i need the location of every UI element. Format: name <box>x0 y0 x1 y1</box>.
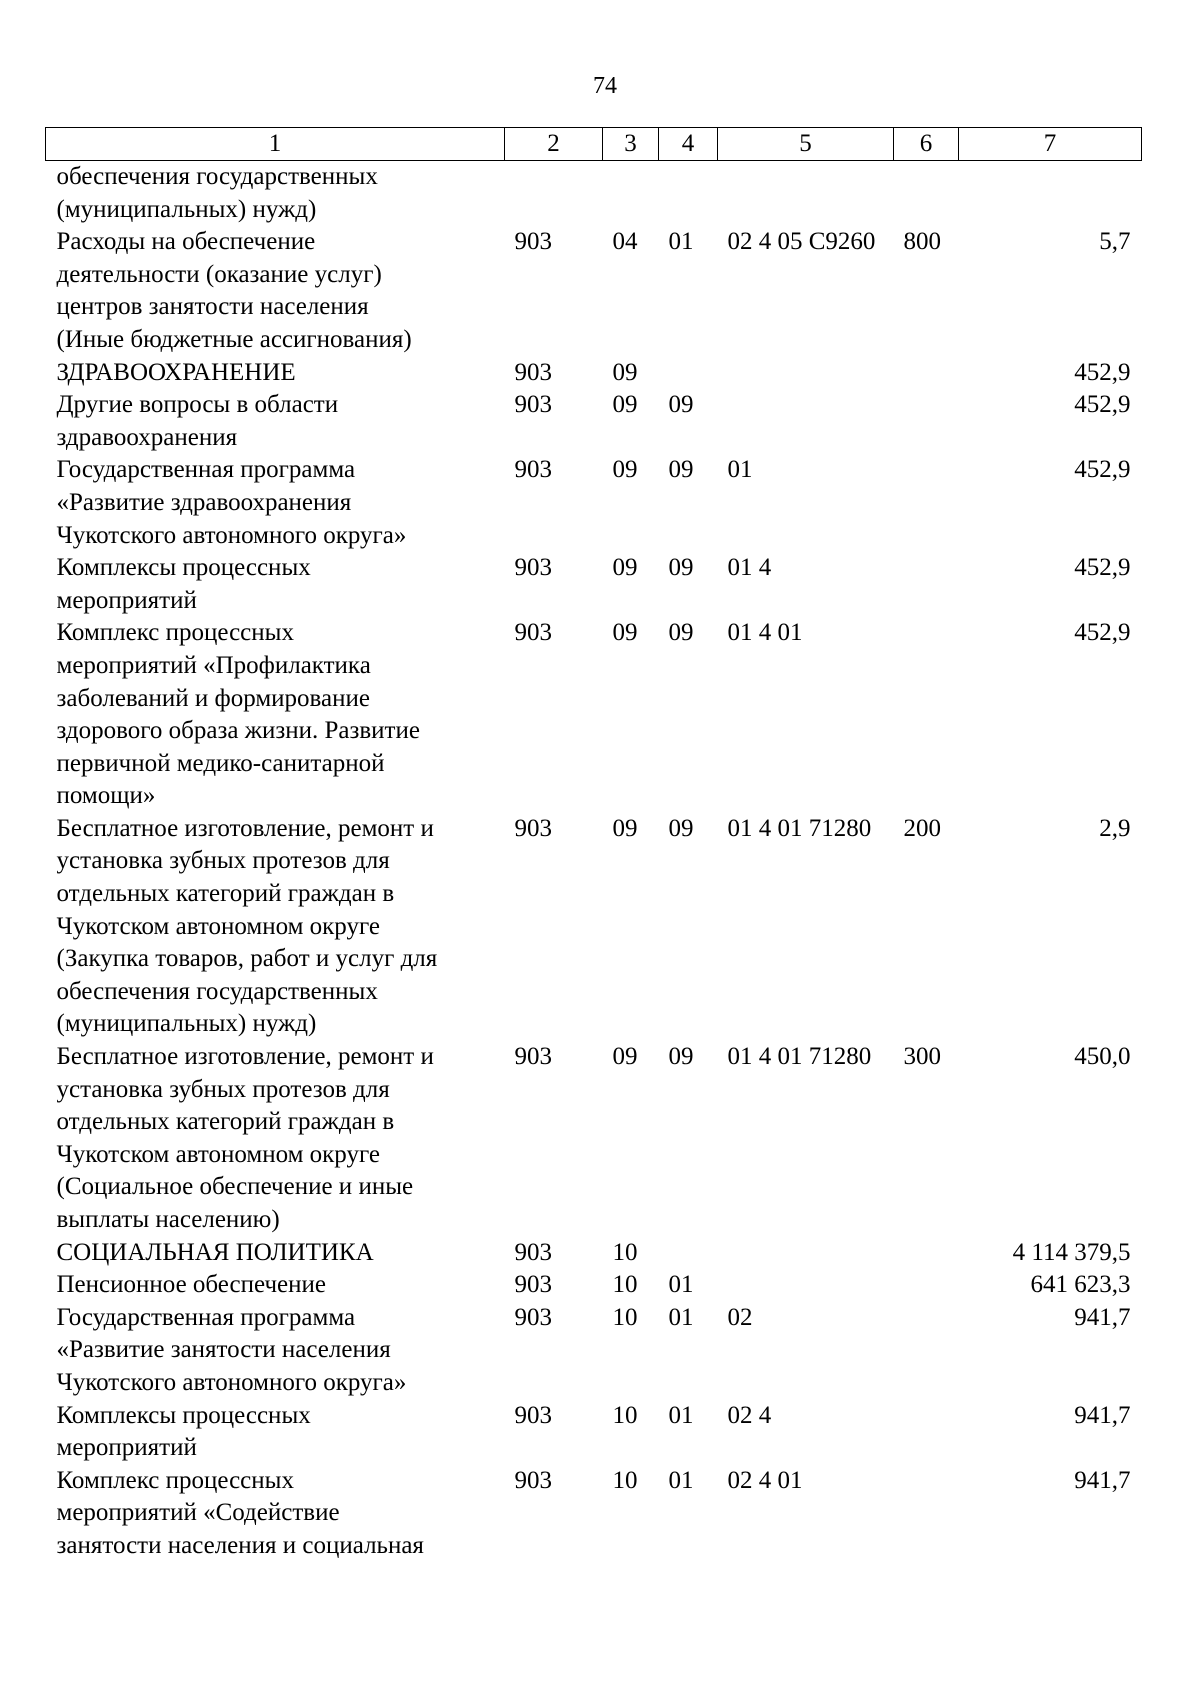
col-4-cell: 09 <box>668 554 694 582</box>
col-5-cell: 01 4 01 <box>727 619 803 647</box>
col-2-cell: 903 <box>514 554 552 582</box>
col-3-cell: 09 <box>612 391 638 419</box>
budget-table <box>45 127 1142 1563</box>
table-row <box>46 617 1142 813</box>
page-number: 74 <box>593 73 617 99</box>
table-row <box>46 1269 1142 1302</box>
row-name-line: обеспечения государственных <box>56 977 378 1005</box>
row-name-line: центров занятости населения <box>56 293 369 321</box>
col-7-cell: 941,7 <box>1074 1303 1131 1331</box>
col-4-cell <box>659 357 718 390</box>
row-name-line: Государственная программа <box>56 1303 356 1331</box>
row-name-line: Комплекс процессных <box>56 619 294 647</box>
row-name-cell <box>46 1465 505 1563</box>
row-name-line: (Иные бюджетные ассигнования) <box>56 325 412 353</box>
row-name-line: Чукотского автономного округа» <box>56 521 407 549</box>
col-5-cell <box>718 1237 894 1270</box>
row-name-line: (муниципальных) нужд) <box>56 195 317 223</box>
header-row <box>46 128 1142 161</box>
col-4-cell: 09 <box>668 456 694 484</box>
row-name-line: Другие вопросы в области <box>56 391 339 419</box>
row-name-line: здорового образа жизни. Развитие <box>56 717 420 745</box>
row-name-line: Чукотском автономном округе <box>56 1140 380 1168</box>
table-row <box>46 1465 1142 1563</box>
table-row <box>46 161 1142 227</box>
row-name-line: установка зубных протезов для <box>56 1075 390 1103</box>
col-5-cell: 01 4 01 71280 <box>727 814 872 842</box>
table-row <box>46 1041 1142 1237</box>
row-name-line: «Развитие занятости населения <box>56 1336 391 1364</box>
col-7-cell: 2,9 <box>1099 814 1131 842</box>
col-3-cell: 10 <box>612 1238 638 1266</box>
table-row <box>46 357 1142 390</box>
col-2-cell: 903 <box>514 391 552 419</box>
col-4-cell: 09 <box>668 814 694 842</box>
col-3-cell: 10 <box>612 1466 638 1494</box>
col-6-cell <box>894 454 959 552</box>
col-2-cell: 903 <box>514 456 552 484</box>
col-4-cell: 09 <box>668 1043 694 1071</box>
col-2-cell: 903 <box>514 1043 552 1071</box>
col-2-cell: 903 <box>514 1238 552 1266</box>
row-name-cell <box>46 552 505 617</box>
col-3-cell: 09 <box>612 1043 638 1071</box>
col-5-cell: 02 4 05 С9260 <box>727 228 876 256</box>
col-2-cell: 903 <box>514 619 552 647</box>
row-name-line: Комплексы процессных <box>56 554 311 582</box>
col-4-cell: 09 <box>668 619 694 647</box>
col-3-cell: 04 <box>612 228 638 256</box>
table-row <box>46 1237 1142 1270</box>
col-5-cell: 01 <box>727 456 753 484</box>
col-6-cell <box>894 1400 959 1465</box>
row-name-line: Пенсионное обеспечение <box>56 1271 326 1299</box>
col-3-cell: 10 <box>612 1401 638 1429</box>
row-name-line: Комплексы процессных <box>56 1401 311 1429</box>
col-4-cell: 01 <box>668 1271 694 1299</box>
row-name-cell <box>46 357 505 390</box>
row-name-line: СОЦИАЛЬНАЯ ПОЛИТИКА <box>56 1238 374 1266</box>
table-header <box>46 128 1142 161</box>
row-name-cell <box>46 813 505 1041</box>
row-name-cell <box>46 1041 505 1237</box>
table-row <box>46 1400 1142 1465</box>
row-name-line: деятельности (оказание услуг) <box>56 260 382 288</box>
col-4-cell: 01 <box>668 1303 694 1331</box>
table-body <box>46 161 1142 1563</box>
row-name-line: (Закупка товаров, работ и услуг для <box>56 945 438 973</box>
col-3-cell: 09 <box>612 619 638 647</box>
row-name-line: мероприятий <box>56 1434 197 1462</box>
column-header-6: 6 <box>894 128 959 161</box>
col-2-cell: 903 <box>514 1271 552 1299</box>
row-name-line: Расходы на обеспечение <box>56 228 316 256</box>
col-4-cell: 09 <box>668 391 694 419</box>
col-6-cell <box>894 1237 959 1270</box>
row-name-line: (Социальное обеспечение и иные <box>56 1173 414 1201</box>
col-7-cell: 452,9 <box>1074 391 1131 419</box>
row-name-line: Чукотского автономного округа» <box>56 1368 407 1396</box>
col-6-cell <box>894 552 959 617</box>
col-2-cell: 903 <box>514 228 552 256</box>
row-name-line: первичной медико-санитарной <box>56 749 385 777</box>
row-name-cell <box>46 1269 505 1302</box>
col-6-cell <box>894 1465 959 1563</box>
col-5-cell <box>718 389 894 454</box>
col-6-cell <box>894 1269 959 1302</box>
row-name-line: отдельных категорий граждан в <box>56 1108 395 1136</box>
col-7-cell: 450,0 <box>1074 1043 1131 1071</box>
col-7-cell: 941,7 <box>1074 1401 1131 1429</box>
row-name-line: занятости населения и социальная <box>56 1531 424 1559</box>
col-2-cell: 903 <box>514 1303 552 1331</box>
row-name-line: заболеваний и формирование <box>56 684 370 712</box>
col-3-cell: 09 <box>612 358 638 386</box>
col-5-cell: 01 4 01 71280 <box>727 1043 872 1071</box>
col-2-cell: 903 <box>514 1466 552 1494</box>
col-3-cell <box>603 161 659 227</box>
col-6-cell: 800 <box>903 228 941 256</box>
row-name-cell <box>46 161 505 227</box>
col-5-cell <box>718 161 894 227</box>
row-name-line: мероприятий «Профилактика <box>56 651 371 679</box>
col-3-cell: 10 <box>612 1271 638 1299</box>
col-7-cell: 941,7 <box>1074 1466 1131 1494</box>
col-4-cell: 01 <box>668 1401 694 1429</box>
row-name-line: Бесплатное изготовление, ремонт и <box>56 1043 434 1071</box>
row-name-cell <box>46 1400 505 1465</box>
col-7-cell <box>959 161 1142 227</box>
column-header-4: 4 <box>659 128 718 161</box>
col-6-cell <box>894 1302 959 1400</box>
row-name-line: ЗДРАВООХРАНЕНИЕ <box>56 358 296 386</box>
col-7-cell: 5,7 <box>1099 228 1131 256</box>
table-row <box>46 226 1142 356</box>
row-name-cell <box>46 454 505 552</box>
col-6-cell: 200 <box>903 814 941 842</box>
table-row <box>46 389 1142 454</box>
column-header-1: 1 <box>46 128 505 161</box>
row-name-line: Государственная программа <box>56 456 356 484</box>
col-3-cell: 09 <box>612 814 638 842</box>
col-5-cell <box>718 1269 894 1302</box>
row-name-line: мероприятий «Содействие <box>56 1499 340 1527</box>
col-2-cell: 903 <box>514 814 552 842</box>
row-name-cell <box>46 1302 505 1400</box>
col-3-cell: 09 <box>612 554 638 582</box>
col-5-cell <box>718 357 894 390</box>
table-row <box>46 813 1142 1041</box>
col-4-cell: 01 <box>668 1466 694 1494</box>
row-name-cell <box>46 1237 505 1270</box>
col-6-cell <box>894 161 959 227</box>
row-name-line: «Развитие здравоохранения <box>56 488 352 516</box>
col-2-cell: 903 <box>514 358 552 386</box>
row-name-cell <box>46 389 505 454</box>
col-7-cell: 452,9 <box>1074 358 1131 386</box>
col-2-cell <box>505 161 603 227</box>
row-name-line: помощи» <box>56 782 156 810</box>
table-row <box>46 1302 1142 1400</box>
col-7-cell: 452,9 <box>1074 456 1131 484</box>
table-row <box>46 454 1142 552</box>
column-header-2: 2 <box>505 128 603 161</box>
col-5-cell: 02 4 <box>727 1401 772 1429</box>
row-name-line: отдельных категорий граждан в <box>56 880 395 908</box>
row-name-line: мероприятий <box>56 586 197 614</box>
col-4-cell <box>659 161 718 227</box>
col-6-cell <box>894 617 959 813</box>
col-2-cell: 903 <box>514 1401 552 1429</box>
column-header-5: 5 <box>718 128 894 161</box>
col-5-cell: 02 <box>727 1303 753 1331</box>
col-6-cell: 300 <box>903 1043 941 1071</box>
row-name-line: установка зубных протезов для <box>56 847 390 875</box>
row-name-cell <box>46 226 505 356</box>
row-name-line: Бесплатное изготовление, ремонт и <box>56 814 434 842</box>
row-name-line: выплаты населению) <box>56 1206 280 1233</box>
col-7-cell: 4 114 379,5 <box>1012 1238 1131 1266</box>
col-6-cell <box>894 389 959 454</box>
col-4-cell <box>659 1237 718 1270</box>
col-7-cell: 452,9 <box>1074 619 1131 647</box>
column-header-7: 7 <box>959 128 1142 161</box>
row-name-line: обеспечения государственных <box>56 163 378 190</box>
col-5-cell: 01 4 <box>727 554 772 582</box>
row-name-line: Чукотском автономном округе <box>56 912 380 940</box>
column-header-3: 3 <box>603 128 659 161</box>
row-name-line: здравоохранения <box>56 423 238 451</box>
col-6-cell <box>894 357 959 390</box>
col-4-cell: 01 <box>668 228 694 256</box>
row-name-cell <box>46 617 505 813</box>
row-name-line: Комплекс процессных <box>56 1466 294 1494</box>
col-5-cell: 02 4 01 <box>727 1466 803 1494</box>
col-3-cell: 09 <box>612 456 638 484</box>
row-name-line: (муниципальных) нужд) <box>56 1010 317 1038</box>
col-7-cell: 641 623,3 <box>1030 1271 1131 1299</box>
col-3-cell: 10 <box>612 1303 638 1331</box>
col-7-cell: 452,9 <box>1074 554 1131 582</box>
table-row <box>46 552 1142 617</box>
